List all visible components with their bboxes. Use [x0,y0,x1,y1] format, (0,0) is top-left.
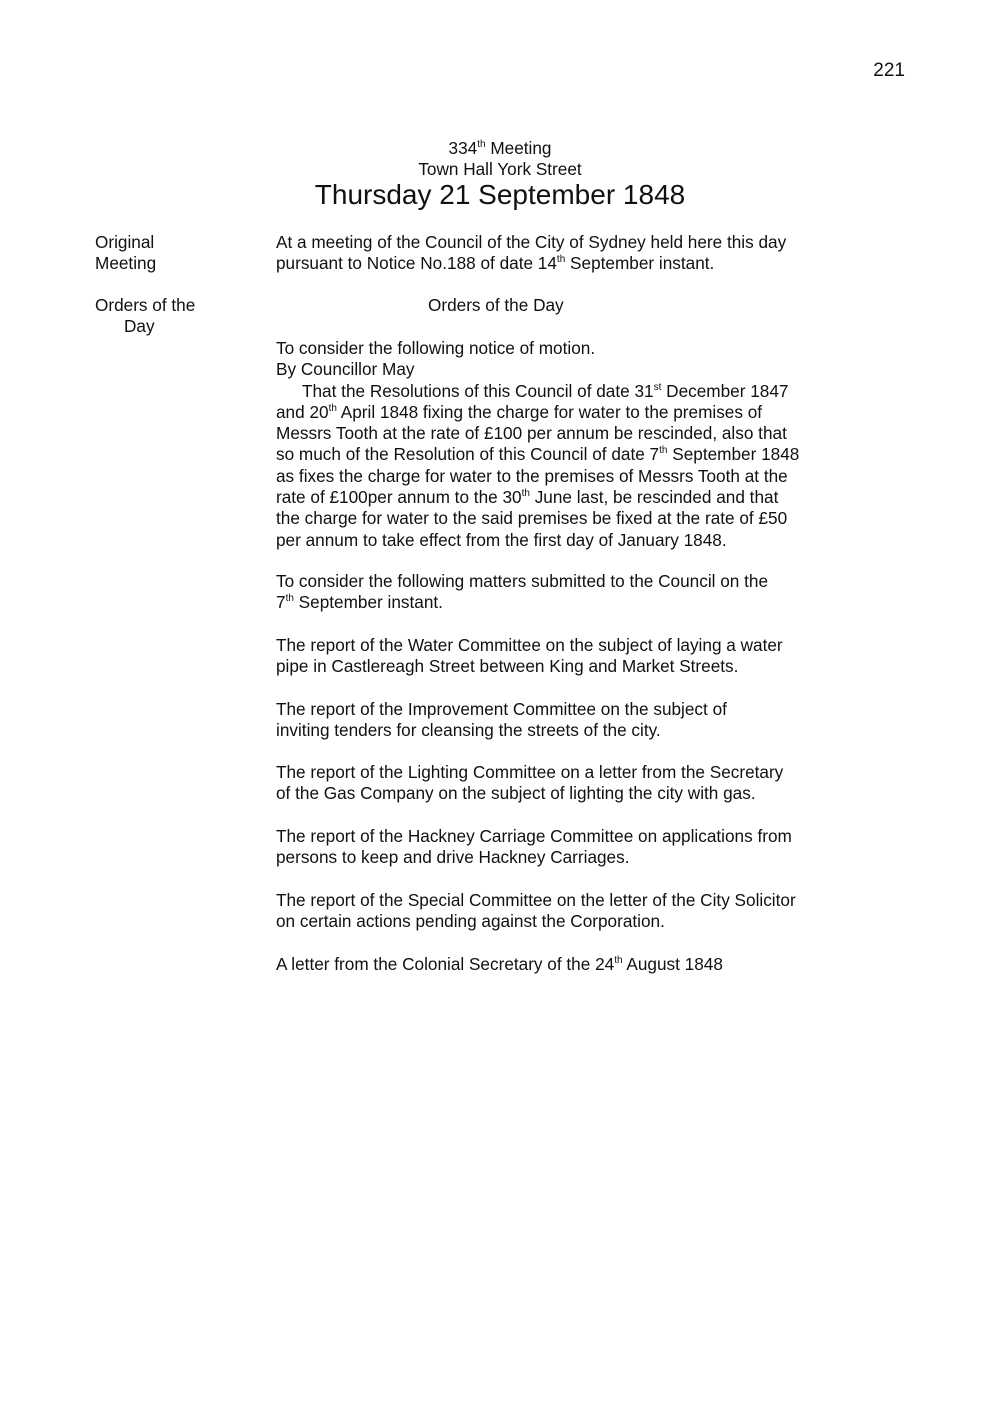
text-line: inviting tenders for cleansing the streets of the city. [276,720,661,741]
page-number: 221 [873,60,905,81]
motion-block [276,338,856,551]
motion-text-line: the charge for water to the said premises be fixed at the rate of £50 [276,508,788,529]
text-line: 7th September instant. [276,592,443,613]
text-line: pursuant to Notice No.188 of date 14th September instant. [276,253,715,274]
motion-text-line: per annum to take effect from the first day of January 1848. [276,529,727,550]
margin-note-orders-of-the-day [95,295,225,338]
report-improvement-committee [276,699,856,742]
meeting-number: 334th Meeting [448,138,552,158]
matters-paragraph [276,571,856,614]
text-line: of the Gas Company on the subject of lighting the city with gas. [276,783,756,804]
orders-heading: Orders of the Day [428,295,564,315]
motion-text-line: so much of the Resolution of this Council of date 7th September 1848 [276,444,800,465]
motion-text-line: as fixes the charge for water to the premises of Messrs Tooth at the [276,465,788,486]
margin-note-line: Orders of the [95,295,196,315]
text-line: The report of the Improvement Committee on the subject of [276,699,727,719]
text-line: pipe in Castlereagh Street between King and Market Streets. [276,656,739,677]
text-line: The report of the Hackney Carriage Committee on applications from [276,826,792,846]
margin-note-line: Day [124,316,155,337]
text-line: At a meeting of the Council of the City of Sydney held here this day [276,232,787,252]
margin-note-line: Meeting [95,253,157,274]
motion-text-line: Messrs Tooth at the rate of £100 per annum be rescinded, also that [276,423,787,444]
text-line: The report of the Water Committee on the subject of laying a water [276,635,783,655]
text-line: To consider the following matters submitted to the Council on the [276,571,769,591]
text-line: The report of the Lighting Committee on a letter from the Secretary [276,762,784,782]
motion-text-line: That the Resolutions of this Council of date 31st December 1847 [302,380,789,401]
margin-note-original-meeting [95,232,225,275]
opening-paragraph [276,232,856,275]
colonial-secretary-letter [276,954,856,975]
motion-text-line: and 20th April 1848 fixing the charge for water to the premises of [276,401,763,422]
meeting-date: Thursday 21 September 1848 [314,179,686,210]
meeting-venue: Town Hall York Street [418,159,582,179]
text-line: The report of the Special Committee on the letter of the City Solicitor [276,890,796,910]
report-special-committee [276,890,856,933]
text-line: persons to keep and drive Hackney Carriages. [276,847,630,868]
margin-note-line: Original [95,232,155,252]
report-lighting-committee [276,762,856,805]
motion-mover: By Councillor May [276,359,415,380]
text-line: A letter from the Colonial Secretary of the 24th August 1848 [276,954,723,974]
motion-text-line: rate of £100per annum to the 30th June last, be rescinded and that [276,487,779,508]
motion-intro: To consider the following notice of motion. [276,338,596,358]
report-water-committee [276,635,856,678]
report-hackney-carriage-committee [276,826,856,869]
text-line: on certain actions pending against the Corporation. [276,911,665,932]
